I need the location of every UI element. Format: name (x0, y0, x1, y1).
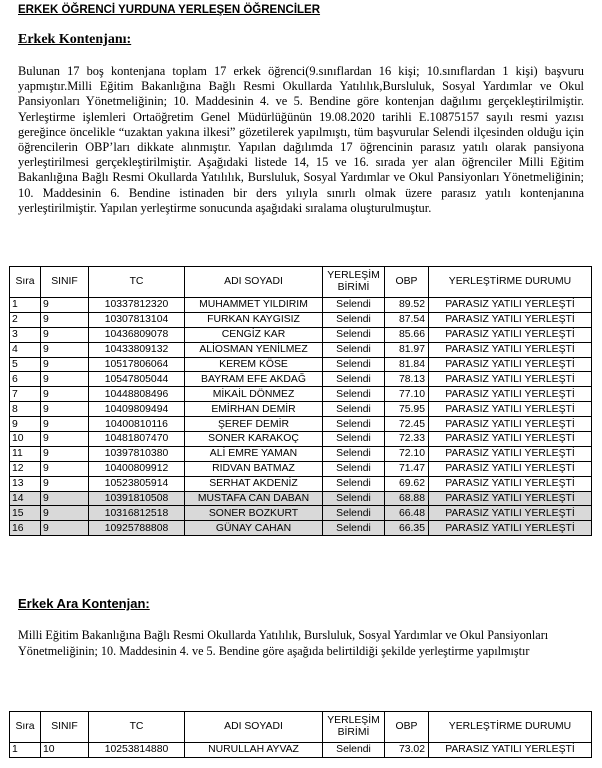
cell-yerlestirme-durumu: PARASIZ YATILI YERLEŞTİ (429, 506, 592, 521)
cell-sinif: 9 (41, 298, 89, 313)
header-yerlestirme-durumu: YERLEŞTİRME DURUMU (429, 712, 592, 743)
cell-tc: 10925788808 (89, 521, 185, 536)
table-row (10, 743, 592, 758)
table-row (10, 402, 592, 417)
cell-adi-soyadi: EMİRHAN DEMİR (185, 402, 323, 417)
cell-yerlestirme-durumu: PARASIZ YATILI YERLEŞTİ (429, 357, 592, 372)
header-sinif: SINIF (41, 267, 89, 298)
cell-yerlestirme-durumu: PARASIZ YATILI YERLEŞTİ (429, 298, 592, 313)
cell-tc: 10448808496 (89, 387, 185, 402)
header-tc: TC (89, 712, 185, 743)
section-title-erkek-kontenjani: Erkek Kontenjanı: (18, 32, 132, 47)
cell-tc: 10547805044 (89, 372, 185, 387)
cell-yerlestirme-durumu: PARASIZ YATILI YERLEŞTİ (429, 327, 592, 342)
cell-tc: 10409809494 (89, 402, 185, 417)
cell-sinif: 9 (41, 461, 89, 476)
cell-obp: 87.54 (385, 312, 429, 327)
cell-sinif: 9 (41, 417, 89, 432)
cell-sinif: 9 (41, 342, 89, 357)
document-title: ERKEK ÖĞRENCİ YURDUNA YERLEŞEN ÖĞRENCİLER (18, 4, 321, 16)
cell-adi-soyadi: ŞEREF DEMİR (185, 417, 323, 432)
cell-obp: 75.95 (385, 402, 429, 417)
table-row (10, 446, 592, 461)
header-obp: OBP (385, 267, 429, 298)
cell-obp: 72.10 (385, 446, 429, 461)
cell-sinif: 9 (41, 327, 89, 342)
cell-yerlestirme-durumu: PARASIZ YATILI YERLEŞTİ (429, 491, 592, 506)
cell-obp: 72.33 (385, 432, 429, 447)
cell-yerlesim-birimi: Selendi (323, 327, 385, 342)
cell-obp: 69.62 (385, 476, 429, 491)
cell-yerlestirme-durumu: PARASIZ YATILI YERLEŞTİ (429, 432, 592, 447)
header-adi-soyadi: ADI SOYADI (185, 267, 323, 298)
cell-sira: 4 (10, 342, 41, 357)
header-tc: TC (89, 267, 185, 298)
cell-adi-soyadi: SONER KARAKOÇ (185, 432, 323, 447)
cell-yerlesim-birimi: Selendi (323, 743, 385, 758)
table-row (10, 476, 592, 491)
cell-adi-soyadi: ALİ EMRE YAMAN (185, 446, 323, 461)
cell-tc: 10397810380 (89, 446, 185, 461)
table-header-row (10, 267, 592, 298)
cell-sira: 6 (10, 372, 41, 387)
cell-sinif: 9 (41, 476, 89, 491)
header-yerlesim-birimi: YERLEŞİM BİRİMİ (323, 267, 385, 298)
cell-sira: 10 (10, 432, 41, 447)
cell-adi-soyadi: KEREM KÖSE (185, 357, 323, 372)
cell-yerlestirme-durumu: PARASIZ YATILI YERLEŞTİ (429, 402, 592, 417)
placement-table-ara (9, 711, 592, 758)
cell-sira: 1 (10, 743, 41, 758)
cell-yerlesim-birimi: Selendi (323, 432, 385, 447)
cell-sira: 15 (10, 506, 41, 521)
cell-sira: 13 (10, 476, 41, 491)
cell-yerlestirme-durumu: PARASIZ YATILI YERLEŞTİ (429, 372, 592, 387)
cell-obp: 71.47 (385, 461, 429, 476)
cell-adi-soyadi: MUSTAFA CAN DABAN (185, 491, 323, 506)
cell-yerlestirme-durumu: PARASIZ YATILI YERLEŞTİ (429, 461, 592, 476)
cell-obp: 89.52 (385, 298, 429, 313)
cell-yerlestirme-durumu: PARASIZ YATILI YERLEŞTİ (429, 521, 592, 536)
header-obp: OBP (385, 712, 429, 743)
cell-yerlesim-birimi: Selendi (323, 506, 385, 521)
cell-sinif: 9 (41, 521, 89, 536)
cell-obp: 77.10 (385, 387, 429, 402)
cell-obp: 66.48 (385, 506, 429, 521)
cell-sinif: 9 (41, 506, 89, 521)
cell-obp: 68.88 (385, 491, 429, 506)
cell-yerlesim-birimi: Selendi (323, 521, 385, 536)
cell-tc: 10400810116 (89, 417, 185, 432)
cell-tc: 10337812320 (89, 298, 185, 313)
cell-sira: 5 (10, 357, 41, 372)
cell-sinif: 9 (41, 402, 89, 417)
cell-sinif: 9 (41, 446, 89, 461)
cell-sira: 16 (10, 521, 41, 536)
cell-tc: 10400809912 (89, 461, 185, 476)
cell-adi-soyadi: NURULLAH AYVAZ (185, 743, 323, 758)
cell-sira: 12 (10, 461, 41, 476)
cell-adi-soyadi: MUHAMMET YILDIRIM (185, 298, 323, 313)
section-title-erkek-ara-kontenjan: Erkek Ara Kontenjan: (18, 596, 150, 611)
cell-adi-soyadi: SERHAT AKDENİZ (185, 476, 323, 491)
header-yerlestirme-durumu: YERLEŞTİRME DURUMU (429, 267, 592, 298)
cell-yerlesim-birimi: Selendi (323, 372, 385, 387)
table-row (10, 491, 592, 506)
section-paragraph-erkek-ara-kontenjan: Milli Eğitim Bakanlığına Bağlı Resmi Okullarda Yatılılık, Bursluluk, Sosyal Yardımlar ve Okul Pansiyonları Yönetmeliğinin; 10. Maddesinin 4. ve 5. Bendine göre aşağıda belirtildiği şekilde yerleştirme yapılmıştır (18, 628, 549, 658)
cell-adi-soyadi: RIDVAN BATMAZ (185, 461, 323, 476)
cell-adi-soyadi: ALİOSMAN YENİLMEZ (185, 342, 323, 357)
cell-sira: 11 (10, 446, 41, 461)
header-sinif: SINIF (41, 712, 89, 743)
cell-yerlesim-birimi: Selendi (323, 342, 385, 357)
table-header-row (10, 712, 592, 743)
header-adi-soyadi: ADI SOYADI (185, 712, 323, 743)
header-sira: Sıra (10, 712, 41, 743)
table-row (10, 461, 592, 476)
cell-yerlesim-birimi: Selendi (323, 476, 385, 491)
cell-sinif: 9 (41, 372, 89, 387)
cell-tc: 10523805914 (89, 476, 185, 491)
cell-yerlesim-birimi: Selendi (323, 446, 385, 461)
table-row (10, 387, 592, 402)
cell-sira: 14 (10, 491, 41, 506)
table-row (10, 372, 592, 387)
cell-yerlesim-birimi: Selendi (323, 402, 385, 417)
cell-yerlestirme-durumu: PARASIZ YATILI YERLEŞTİ (429, 387, 592, 402)
cell-sira: 3 (10, 327, 41, 342)
cell-obp: 78.13 (385, 372, 429, 387)
header-sira: Sıra (10, 267, 41, 298)
cell-tc: 10253814880 (89, 743, 185, 758)
cell-obp: 81.97 (385, 342, 429, 357)
cell-yerlestirme-durumu: PARASIZ YATILI YERLEŞTİ (429, 446, 592, 461)
cell-yerlesim-birimi: Selendi (323, 417, 385, 432)
cell-tc: 10316812518 (89, 506, 185, 521)
cell-yerlesim-birimi: Selendi (323, 491, 385, 506)
cell-adi-soyadi: GÜNAY CAHAN (185, 521, 323, 536)
cell-tc: 10481807470 (89, 432, 185, 447)
cell-adi-soyadi: SONER BOZKURT (185, 506, 323, 521)
cell-obp: 72.45 (385, 417, 429, 432)
cell-yerlesim-birimi: Selendi (323, 357, 385, 372)
cell-sinif: 9 (41, 491, 89, 506)
cell-yerlesim-birimi: Selendi (323, 387, 385, 402)
cell-yerlestirme-durumu: PARASIZ YATILI YERLEŞTİ (429, 476, 592, 491)
cell-tc: 10436809078 (89, 327, 185, 342)
cell-yerlestirme-durumu: PARASIZ YATILI YERLEŞTİ (429, 743, 592, 758)
section-paragraph-erkek-kontenjani: Bulunan 17 boş kontenjana toplam 17 erkek öğrenci(9.sınıflardan 16 kişi; 10.sınıflardan 1 kişi) başvuru yapmıştır.Milli Eğitim Bakanlığına Bağlı Resmi Okullarda Yatılılık,Bursluluk, Sosyal Yardımlar ve Okul Pansiyonları Yönetmeliğinin; 10. Maddesinin 4. ve 5. Bendine göre kontenjan dağılımı gerçekleştirilmiştir. Yerleştirme işlemleri Ortaöğretim Genel Müdürlüğünün 19.08.2020 tarihli E.10875157 sayılı resmi yazısı gereğince öncelikle “uzaktan yakına ilkesi” gözetilerek yapılmıştı, tüm başvurular Selendi ilçesinden olduğu için öğrencilerin OBP’ları dikkate alınmıştır. Yapılan dağılımda 17 öğrencinin parasız yatılı olarak pansiyona yerleştirilmesi gerçekleştirilmiştir. Aşağıdaki listede 14, 15 ve 16. sırada yer alan öğrenciler Milli Eğitim Bakanlığına Bağlı Resmi Okullarda Yatılılık, Bursluluk, Sosyal Yardımlar ve Okul Pansiyonları Yönetmeliğinin; 10. Maddesinin 6. Bendine istinaden bir ders yılıyla sınırlı olmak üzere parasız yatılı kontenjanına yerleştirilmiştir. Yapılan yerleştirme sonucunda aşağıdaki sıralama oluşturulmuştur. (18, 64, 584, 215)
cell-yerlesim-birimi: Selendi (323, 461, 385, 476)
table-row (10, 417, 592, 432)
table-row (10, 521, 592, 536)
header-yerlesim-birimi: YERLEŞİM BİRİMİ (323, 712, 385, 743)
table-row (10, 312, 592, 327)
cell-tc: 10433809132 (89, 342, 185, 357)
table-row (10, 357, 592, 372)
cell-sinif: 9 (41, 432, 89, 447)
cell-yerlesim-birimi: Selendi (323, 312, 385, 327)
cell-obp: 66.35 (385, 521, 429, 536)
table-row (10, 298, 592, 313)
table-row (10, 342, 592, 357)
cell-adi-soyadi: MİKAİL DÖNMEZ (185, 387, 323, 402)
table-row (10, 327, 592, 342)
cell-obp: 85.66 (385, 327, 429, 342)
cell-tc: 10517806064 (89, 357, 185, 372)
cell-tc: 10391810508 (89, 491, 185, 506)
cell-sinif: 10 (41, 743, 89, 758)
cell-tc: 10307813104 (89, 312, 185, 327)
cell-adi-soyadi: BAYRAM EFE AKDAĞ (185, 372, 323, 387)
cell-sira: 2 (10, 312, 41, 327)
cell-sinif: 9 (41, 312, 89, 327)
cell-sinif: 9 (41, 357, 89, 372)
cell-obp: 81.84 (385, 357, 429, 372)
cell-obp: 73.02 (385, 743, 429, 758)
cell-yerlestirme-durumu: PARASIZ YATILI YERLEŞTİ (429, 417, 592, 432)
cell-yerlestirme-durumu: PARASIZ YATILI YERLEŞTİ (429, 312, 592, 327)
cell-yerlestirme-durumu: PARASIZ YATILI YERLEŞTİ (429, 342, 592, 357)
cell-sinif: 9 (41, 387, 89, 402)
table-row (10, 432, 592, 447)
table-row (10, 506, 592, 521)
placement-table-main (9, 266, 592, 536)
cell-adi-soyadi: FURKAN KAYGISIZ (185, 312, 323, 327)
cell-adi-soyadi: CENGİZ KAR (185, 327, 323, 342)
cell-sira: 7 (10, 387, 41, 402)
cell-yerlesim-birimi: Selendi (323, 298, 385, 313)
cell-sira: 1 (10, 298, 41, 313)
cell-sira: 8 (10, 402, 41, 417)
cell-sira: 9 (10, 417, 41, 432)
